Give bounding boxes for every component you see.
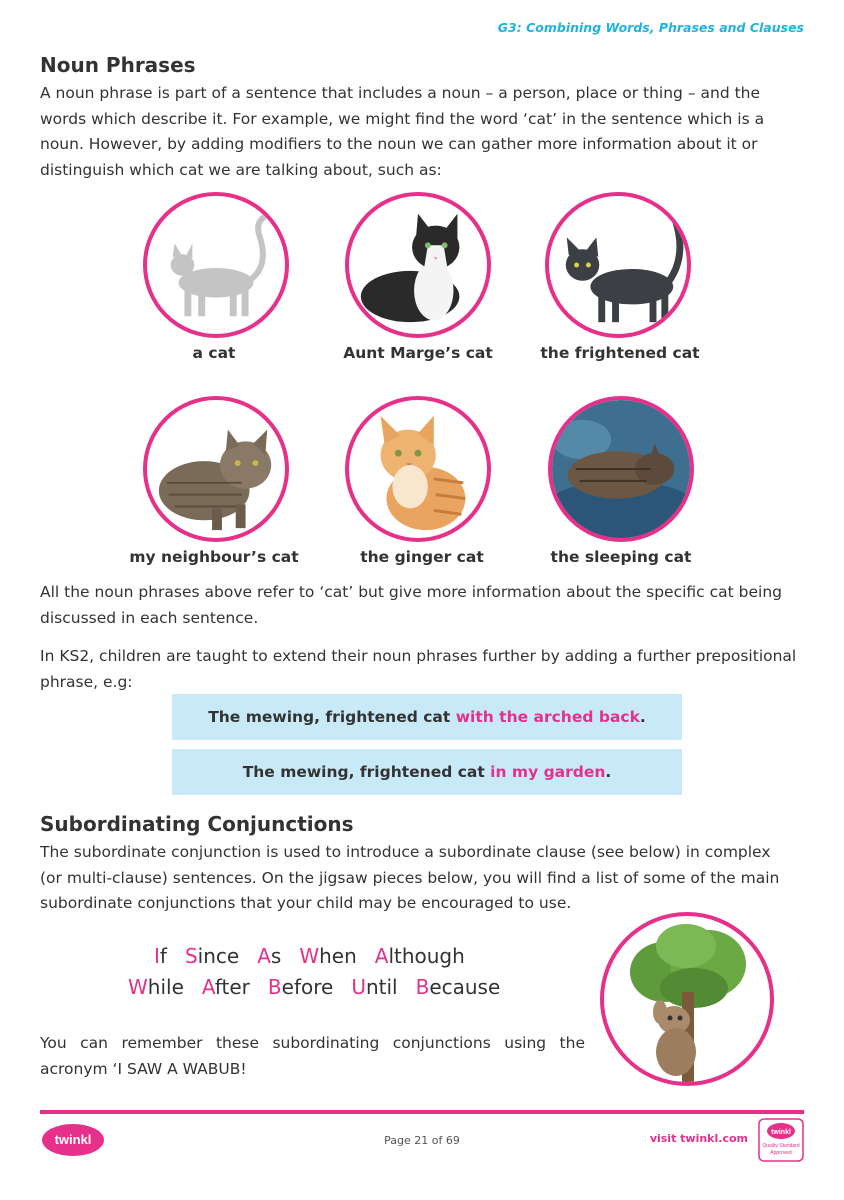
badge-line: Approved	[770, 1150, 792, 1156]
conjunction-rest: ntil	[365, 975, 398, 999]
conjunction-initial: U	[351, 975, 366, 999]
cat-label: my neighbour’s cat	[129, 548, 299, 566]
remember-paragraph	[40, 1031, 585, 1082]
conjunction-word	[257, 944, 281, 968]
conjunction-initial: A	[374, 944, 389, 968]
ginger-cat-icon	[345, 396, 491, 542]
cat-label: the frightened cat	[540, 344, 700, 362]
summary-line: All the noun phrases above refer to ‘cat’ but give more information about the specific cat being	[40, 583, 783, 601]
intro-line: (or multi-clause) sentences. On the jigsaw pieces below, you will find a list of some of the main	[40, 868, 780, 887]
conjunction-rest: hen	[319, 944, 357, 968]
footer-divider	[40, 1110, 804, 1114]
example-end: .	[639, 708, 646, 726]
conjunction-rest: fter	[214, 975, 250, 999]
conjunction-initial: B	[267, 975, 282, 999]
conjunction-initial: S	[184, 944, 198, 968]
conjunction-word	[416, 975, 501, 999]
remember-line: acronym ‘I SAW A WABUB!	[40, 1059, 247, 1078]
conjunction-word	[154, 944, 167, 968]
conjunction-word	[375, 944, 465, 968]
example-base: The mewing, frightened cat	[242, 763, 491, 781]
cat-label: Aunt Marge’s cat	[343, 344, 493, 362]
conjunction-word	[185, 944, 239, 968]
intro-line: noun. However, by adding modifiers to the noun we can gather more information about it or	[40, 135, 758, 153]
noun-phrases-summary	[40, 580, 804, 631]
page-number: Page 21 of 69	[384, 1134, 460, 1147]
conjunction-word	[299, 944, 356, 968]
conjunction-initial: A	[257, 944, 271, 968]
conjunction-word	[351, 975, 397, 999]
visit-link[interactable]: visit twinkl.com	[649, 1132, 748, 1145]
conjunction-rest: s	[270, 944, 282, 968]
example-prepositional-phrase: with the arched back	[455, 708, 640, 726]
page-header-title: G3: Combining Words, Phrases and Clauses	[497, 20, 804, 35]
conjunction-word	[128, 975, 184, 999]
conjunction-initial: W	[128, 975, 148, 999]
badge-line: Quality Standard	[762, 1143, 800, 1149]
cat-label: the sleeping cat	[550, 548, 692, 566]
conjunction-rest: hile	[147, 975, 184, 999]
conjunction-rest: lthough	[388, 944, 465, 968]
sleeping-cat-icon	[548, 396, 694, 542]
intro-line: A noun phrase is part of a sentence that includes a noun – a person, place or thing – and the	[40, 84, 761, 102]
noun-phrases-heading: Noun Phrases	[40, 53, 196, 77]
ks2-paragraph	[40, 644, 804, 695]
conjunction-rest: ince	[197, 944, 240, 968]
twinkl-logo-text: twinkl	[54, 1132, 92, 1147]
remember-line: You can remember these subordinating conjunctions using the	[40, 1034, 585, 1052]
conjunction-initial: B	[415, 975, 430, 999]
conjunction-initial: A	[201, 975, 215, 999]
wabub-tree-creature-icon	[600, 912, 774, 1086]
conjunction-rest: ecause	[429, 975, 501, 999]
cat-label: the ginger cat	[360, 548, 484, 566]
intro-line: subordinate conjunctions that your child may be encouraged to use.	[40, 894, 572, 912]
intro-line: words which describe it. For example, we might find the word ‘cat’ in the sentence which is a	[40, 109, 765, 128]
example-prepositional-phrase: in my garden	[490, 763, 606, 781]
cat-label: a cat	[192, 344, 236, 362]
conjunctions-row	[154, 944, 483, 968]
conjunction-word	[202, 975, 250, 999]
conjunction-initial: W	[299, 944, 320, 968]
example-box	[172, 749, 682, 795]
ks2-line: phrase, e.g:	[40, 672, 133, 691]
black-white-cat-icon	[345, 192, 491, 338]
example-box	[172, 694, 682, 740]
black-cat-icon	[545, 192, 691, 338]
fluffy-tabby-cat-icon	[143, 396, 289, 542]
subordinating-conjunctions-heading: Subordinating Conjunctions	[40, 812, 354, 836]
example-base: The mewing, frightened cat	[208, 708, 456, 726]
ks2-line: In KS2, children are taught to extend their noun phrases further by adding a further prepositional	[40, 647, 797, 665]
quality-standard-badge	[758, 1118, 804, 1162]
example-end: .	[605, 763, 612, 781]
conjunction-rest: f	[159, 944, 167, 968]
summary-line: discussed in each sentence.	[40, 608, 259, 627]
subordinating-intro	[40, 840, 804, 917]
conjunction-rest: efore	[281, 975, 334, 999]
grey-cat-silhouette-icon	[143, 192, 289, 338]
noun-phrases-intro	[40, 81, 804, 183]
badge-line: twinkl	[771, 1129, 791, 1136]
intro-line: The subordinate conjunction is used to introduce a subordinate clause (see below) in complex	[40, 843, 771, 861]
conjunction-word	[268, 975, 333, 999]
conjunctions-row	[128, 975, 518, 999]
intro-line: distinguish which cat we are talking about, such as:	[40, 160, 442, 179]
conjunction-initial: I	[154, 944, 160, 968]
